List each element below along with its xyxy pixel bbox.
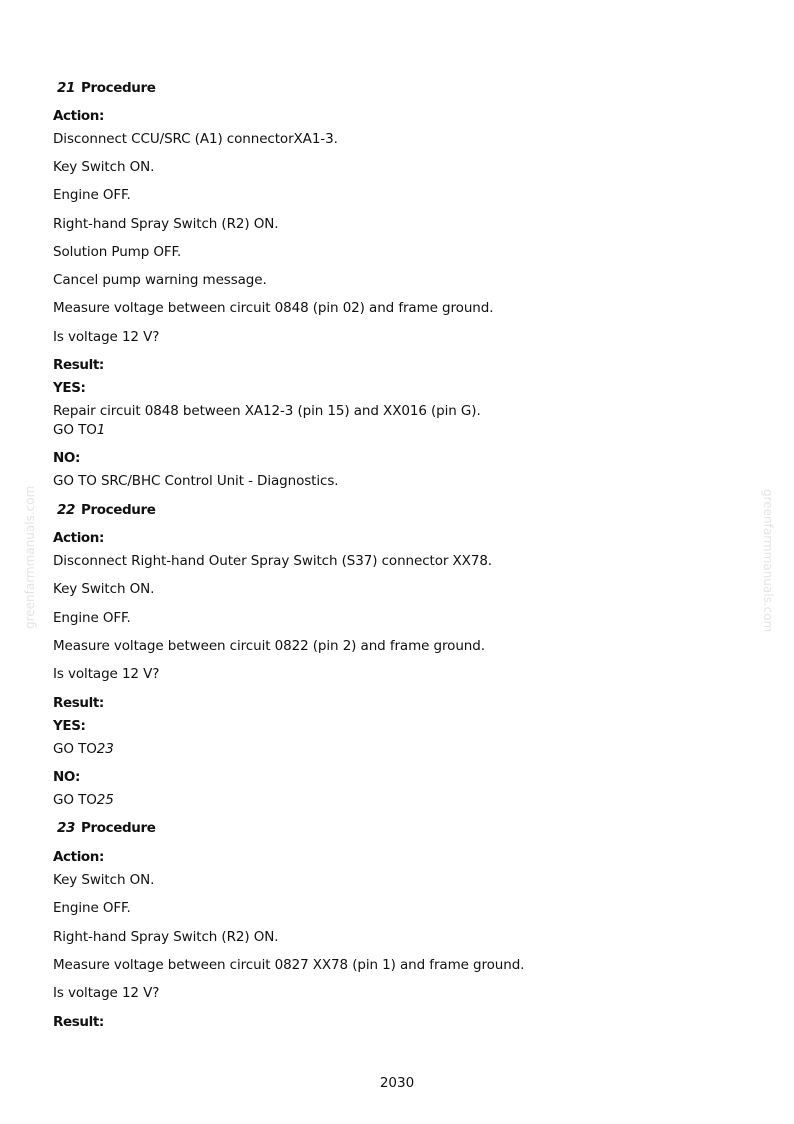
procedure-21-no-label: NO: bbox=[53, 450, 80, 466]
procedure-21-title: Procedure bbox=[81, 80, 156, 96]
procedure-22-action-3: Engine OFF. bbox=[53, 610, 131, 626]
watermark-right: greenfarmmanuals.com bbox=[761, 489, 775, 633]
procedure-23-action-2: Engine OFF. bbox=[53, 900, 131, 916]
procedure-22-no-goto bbox=[53, 792, 114, 808]
procedure-22-no-label: NO: bbox=[53, 769, 80, 785]
procedure-21-yes-goto bbox=[53, 422, 105, 438]
goto-label: GO TO bbox=[53, 422, 97, 438]
procedure-23-heading bbox=[57, 820, 155, 836]
procedure-21-heading bbox=[57, 80, 155, 96]
page-number: 2030 bbox=[379, 1075, 415, 1091]
procedure-23-action-1: Key Switch ON. bbox=[53, 872, 155, 888]
procedure-22-action-4: Measure voltage between circuit 0822 (pin 2) and frame ground. bbox=[53, 638, 485, 654]
procedure-21-action-8: Is voltage 12 V? bbox=[53, 329, 160, 345]
procedure-22-number: 22 bbox=[57, 502, 75, 518]
procedure-21-action-4: Right-hand Spray Switch (R2) ON. bbox=[53, 216, 279, 232]
procedure-22-action-5: Is voltage 12 V? bbox=[53, 666, 160, 682]
procedure-23-result-label: Result: bbox=[53, 1014, 104, 1030]
procedure-22-result-label: Result: bbox=[53, 695, 104, 711]
procedure-22-action-label: Action: bbox=[53, 530, 105, 546]
watermark-left: greenfarmmanuals.com bbox=[23, 485, 37, 629]
procedure-21-action-3: Engine OFF. bbox=[53, 187, 131, 203]
procedure-21-number: 21 bbox=[57, 80, 75, 96]
procedure-21-yes-text: Repair circuit 0848 between XA12-3 (pin 15) and XX016 (pin G). bbox=[53, 403, 481, 419]
procedure-23-title: Procedure bbox=[81, 820, 156, 836]
procedure-23-action-5: Is voltage 12 V? bbox=[53, 985, 160, 1001]
procedure-21-action-5: Solution Pump OFF. bbox=[53, 244, 182, 260]
goto-link-1[interactable]: 1 bbox=[96, 422, 106, 438]
procedure-21-action-label: Action: bbox=[53, 108, 105, 124]
procedure-23-action-4: Measure voltage between circuit 0827 XX78 (pin 1) and frame ground. bbox=[53, 957, 525, 973]
goto-link-25[interactable]: 25 bbox=[96, 792, 114, 808]
procedure-22-action-1: Disconnect Right-hand Outer Spray Switch (S37) connector XX78. bbox=[53, 553, 492, 569]
goto-link-23[interactable]: 23 bbox=[96, 741, 114, 757]
procedure-22-heading bbox=[57, 502, 155, 518]
procedure-22-yes-goto bbox=[53, 741, 114, 757]
procedure-22-title: Procedure bbox=[81, 502, 156, 518]
procedure-21-no-text: GO TO SRC/BHC Control Unit - Diagnostics. bbox=[53, 473, 339, 489]
procedure-23-number: 23 bbox=[57, 820, 75, 836]
procedure-23-action-label: Action: bbox=[53, 849, 105, 865]
procedure-21-result-label: Result: bbox=[53, 357, 104, 373]
procedure-21-action-2: Key Switch ON. bbox=[53, 159, 155, 175]
procedure-22-yes-label: YES: bbox=[53, 718, 86, 734]
procedure-21-action-7: Measure voltage between circuit 0848 (pin 02) and frame ground. bbox=[53, 300, 494, 316]
goto-label: GO TO bbox=[53, 741, 97, 757]
procedure-23-action-3: Right-hand Spray Switch (R2) ON. bbox=[53, 929, 279, 945]
procedure-21-action-1: Disconnect CCU/SRC (A1) connectorXA1-3. bbox=[53, 131, 338, 147]
procedure-21-yes-label: YES: bbox=[53, 380, 86, 396]
procedure-22-action-2: Key Switch ON. bbox=[53, 581, 155, 597]
goto-label: GO TO bbox=[53, 792, 97, 808]
procedure-21-action-6: Cancel pump warning message. bbox=[53, 272, 267, 288]
